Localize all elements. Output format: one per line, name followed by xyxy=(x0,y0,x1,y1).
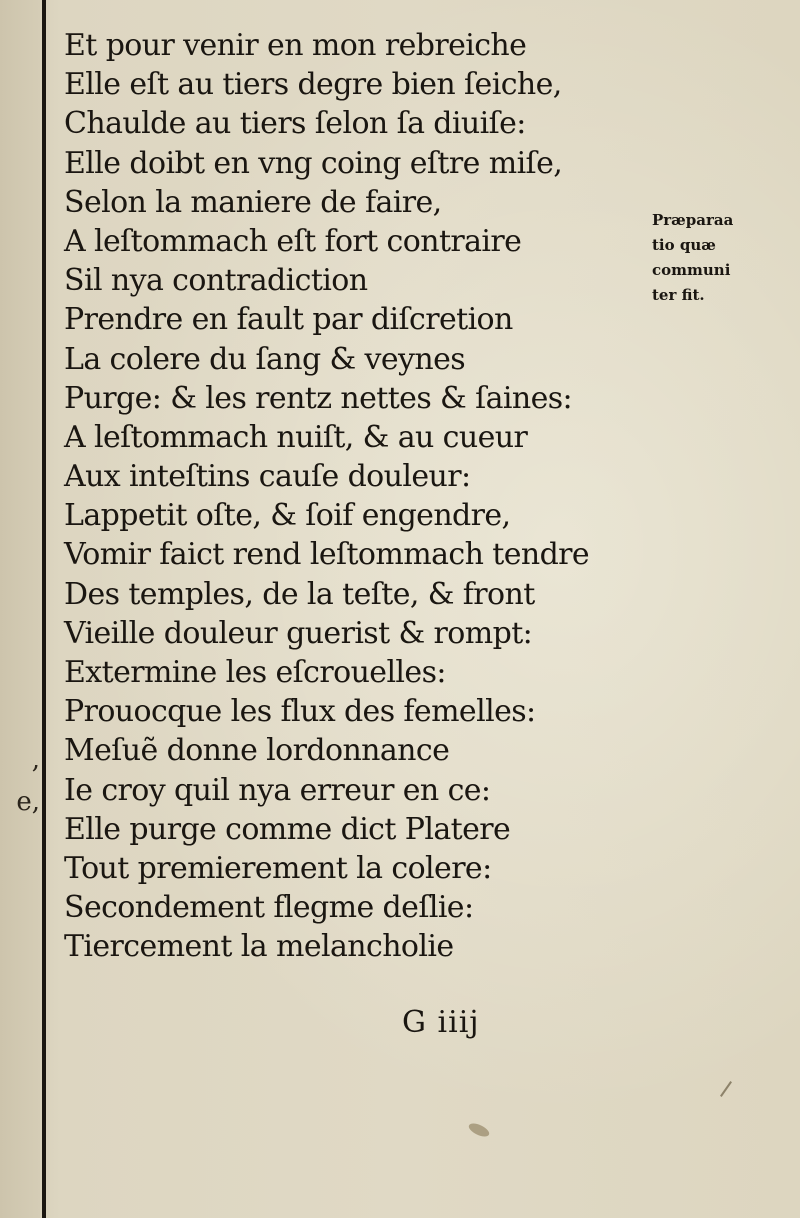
verse-line: Elle purge comme dict Platere xyxy=(64,811,511,847)
verse-line: Elle eſt au tiers degre bien ſeiche, xyxy=(64,67,562,103)
verse-line: Et pour venir en mon rebreiche xyxy=(64,28,527,63)
verse-line: Tout premierement la colere: xyxy=(64,850,492,886)
verse-line: Prendre en fault par diſcretion xyxy=(64,302,513,338)
marginal-note-line: ter fit. xyxy=(652,286,705,304)
verse-line: Sil nya contradiction xyxy=(64,263,368,299)
verse-line: La colere du ſang & veynes xyxy=(64,341,466,377)
marginal-note-line: communi xyxy=(652,261,731,279)
left-page-bleed xyxy=(0,740,40,823)
signature-mark: G iiij xyxy=(402,1005,480,1040)
verse-line: Secondement flegme deſlie: xyxy=(64,890,474,926)
verse-line: Prouocque les flux des femelles: xyxy=(64,694,536,730)
verse-text-block xyxy=(64,26,624,967)
verse-line: Vieille douleur guerist & rompt: xyxy=(64,615,533,651)
verse-line: Lappetit oſte, & ſoif engendre, xyxy=(64,498,511,534)
marginal-note-line: Præparaa xyxy=(652,211,734,229)
spine-rule xyxy=(42,0,46,1218)
bleed-mark: , xyxy=(31,745,40,775)
page-gutter xyxy=(0,0,40,1218)
verse-line: A leſtommach eſt fort contraire xyxy=(64,223,522,259)
verse-line: Meſuẽ donne lordonnance xyxy=(64,733,450,769)
verse-line: Tiercement la melancholie xyxy=(64,929,454,965)
marginal-note-line: tio quæ xyxy=(652,236,716,254)
verse-line: Selon la maniere de faire, xyxy=(64,184,442,220)
verse-line: Vomir faict rend leſtommach tendre xyxy=(64,537,590,573)
verse-line: Chaulde au tiers ſelon ſa diuiſe: xyxy=(64,106,526,142)
verse-line: Ie croy quil nya erreur en ce: xyxy=(64,772,491,808)
pencil-mark xyxy=(720,1081,732,1097)
verse-line: A leſtommach nuiſt, & au cueur xyxy=(64,419,528,455)
marginal-note xyxy=(652,208,772,308)
ink-smudge xyxy=(467,1121,491,1139)
verse-line: Des temples, de la teſte, & front xyxy=(64,576,535,612)
verse-line: Elle doibt en vng coing eſtre miſe, xyxy=(64,145,563,181)
bleed-mark: e, xyxy=(16,786,40,817)
verse-line: Purge: & les rentz nettes & ſaines: xyxy=(64,380,573,416)
verse-line: Aux inteſtins cauſe douleur: xyxy=(64,459,471,495)
verse-line: Extermine les eſcrouelles: xyxy=(64,655,446,690)
